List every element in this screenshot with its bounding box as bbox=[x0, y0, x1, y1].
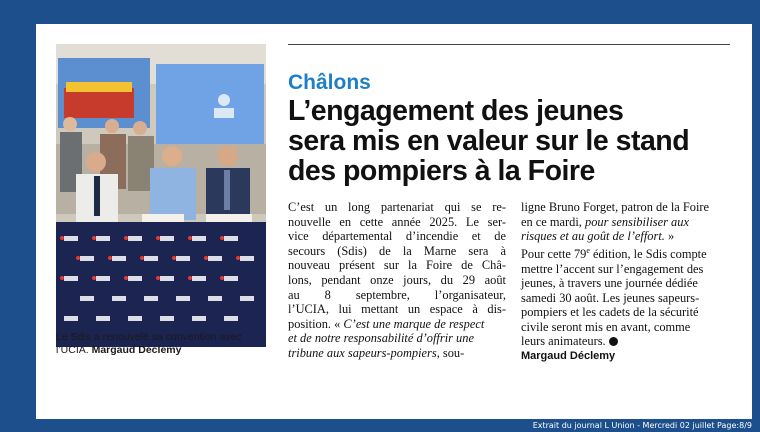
quote-text: tribune aux sapeurs-pompiers bbox=[288, 345, 437, 360]
body-text: en ce mardi, bbox=[521, 214, 585, 229]
body-line bbox=[288, 346, 506, 361]
body-line: nouveau présent sur la Foire de Châ- bbox=[288, 258, 506, 273]
body-line: nouvelle en cette année 2025. Le ser- bbox=[288, 214, 506, 229]
body-line: secours (Sdis) de la Marne sera à bbox=[288, 243, 506, 258]
photo-caption bbox=[56, 331, 276, 357]
headline-line-3: des pompiers à la Foire bbox=[288, 155, 595, 187]
caption-credit: Margaud Déclemy bbox=[91, 344, 182, 356]
body-column-1 bbox=[288, 200, 506, 361]
body-column-2 bbox=[521, 200, 739, 364]
body-text: , sou- bbox=[436, 345, 465, 360]
body-line: C’est un long partenariat qui se re- bbox=[288, 200, 506, 214]
body-line: l’UCIA, lui mettant un espace à dis- bbox=[288, 302, 506, 317]
body-line: jeunes, à travers une journée dédiée bbox=[521, 276, 698, 291]
quote-open: position. « bbox=[288, 316, 344, 331]
body-line bbox=[521, 229, 739, 244]
body-line bbox=[288, 331, 506, 346]
body-line: pompiers et les cadets de la sécurité bbox=[521, 305, 699, 320]
body-line: au 8 septembre, l’organisateur, bbox=[288, 287, 506, 302]
body-text: Pour cette 79 bbox=[521, 246, 587, 261]
quote-text: pour sensibiliser aux bbox=[585, 214, 689, 229]
body-text: leurs animateurs. bbox=[521, 334, 606, 349]
kicker-location: Châlons bbox=[288, 71, 371, 94]
page-footer: Extrait du journal L Union - Mercredi 02 juillet Page:8/9 bbox=[532, 421, 752, 430]
body-line bbox=[288, 317, 506, 332]
body-line: samedi 30 août. Les jeunes sapeurs- bbox=[521, 290, 700, 305]
article-headline bbox=[288, 96, 748, 186]
body-line: mettre l’accent sur l’engagement des bbox=[521, 261, 704, 276]
end-of-article-dot bbox=[609, 337, 618, 346]
header-rule bbox=[288, 44, 730, 45]
quote-close: » bbox=[664, 229, 675, 244]
quote-text: et de notre responsabilité d’offrir une bbox=[288, 331, 474, 346]
caption-text: Le Sdis a renouvelé sa convention avec l’UCIA. bbox=[56, 331, 242, 356]
headline-line-2: sera mis en valeur sur le stand bbox=[288, 125, 690, 157]
headline-line-1: L’engagement des jeunes bbox=[288, 95, 624, 127]
author-signature: Margaud Déclemy bbox=[521, 350, 616, 363]
body-line bbox=[521, 244, 739, 262]
quote-text: C’est une marque de respect bbox=[343, 316, 485, 331]
ordinal-suffix: e bbox=[586, 245, 590, 255]
body-line: vice départemental d’incendie et de bbox=[288, 229, 506, 244]
body-line bbox=[521, 320, 739, 335]
quote-text: risques et au goût de l’effort. bbox=[521, 229, 665, 244]
body-text: civile seront mis en avant, comme bbox=[521, 319, 691, 334]
article-photo bbox=[56, 44, 266, 347]
body-line bbox=[521, 334, 739, 349]
body-line: ligne Bruno Forget, patron de la Foire bbox=[521, 200, 710, 214]
body-text: édition, le Sdis compte bbox=[589, 246, 707, 261]
body-line: lons, pendant onze jours, du 29 août bbox=[288, 272, 506, 287]
newspaper-page bbox=[36, 24, 752, 419]
body-line bbox=[521, 215, 739, 230]
